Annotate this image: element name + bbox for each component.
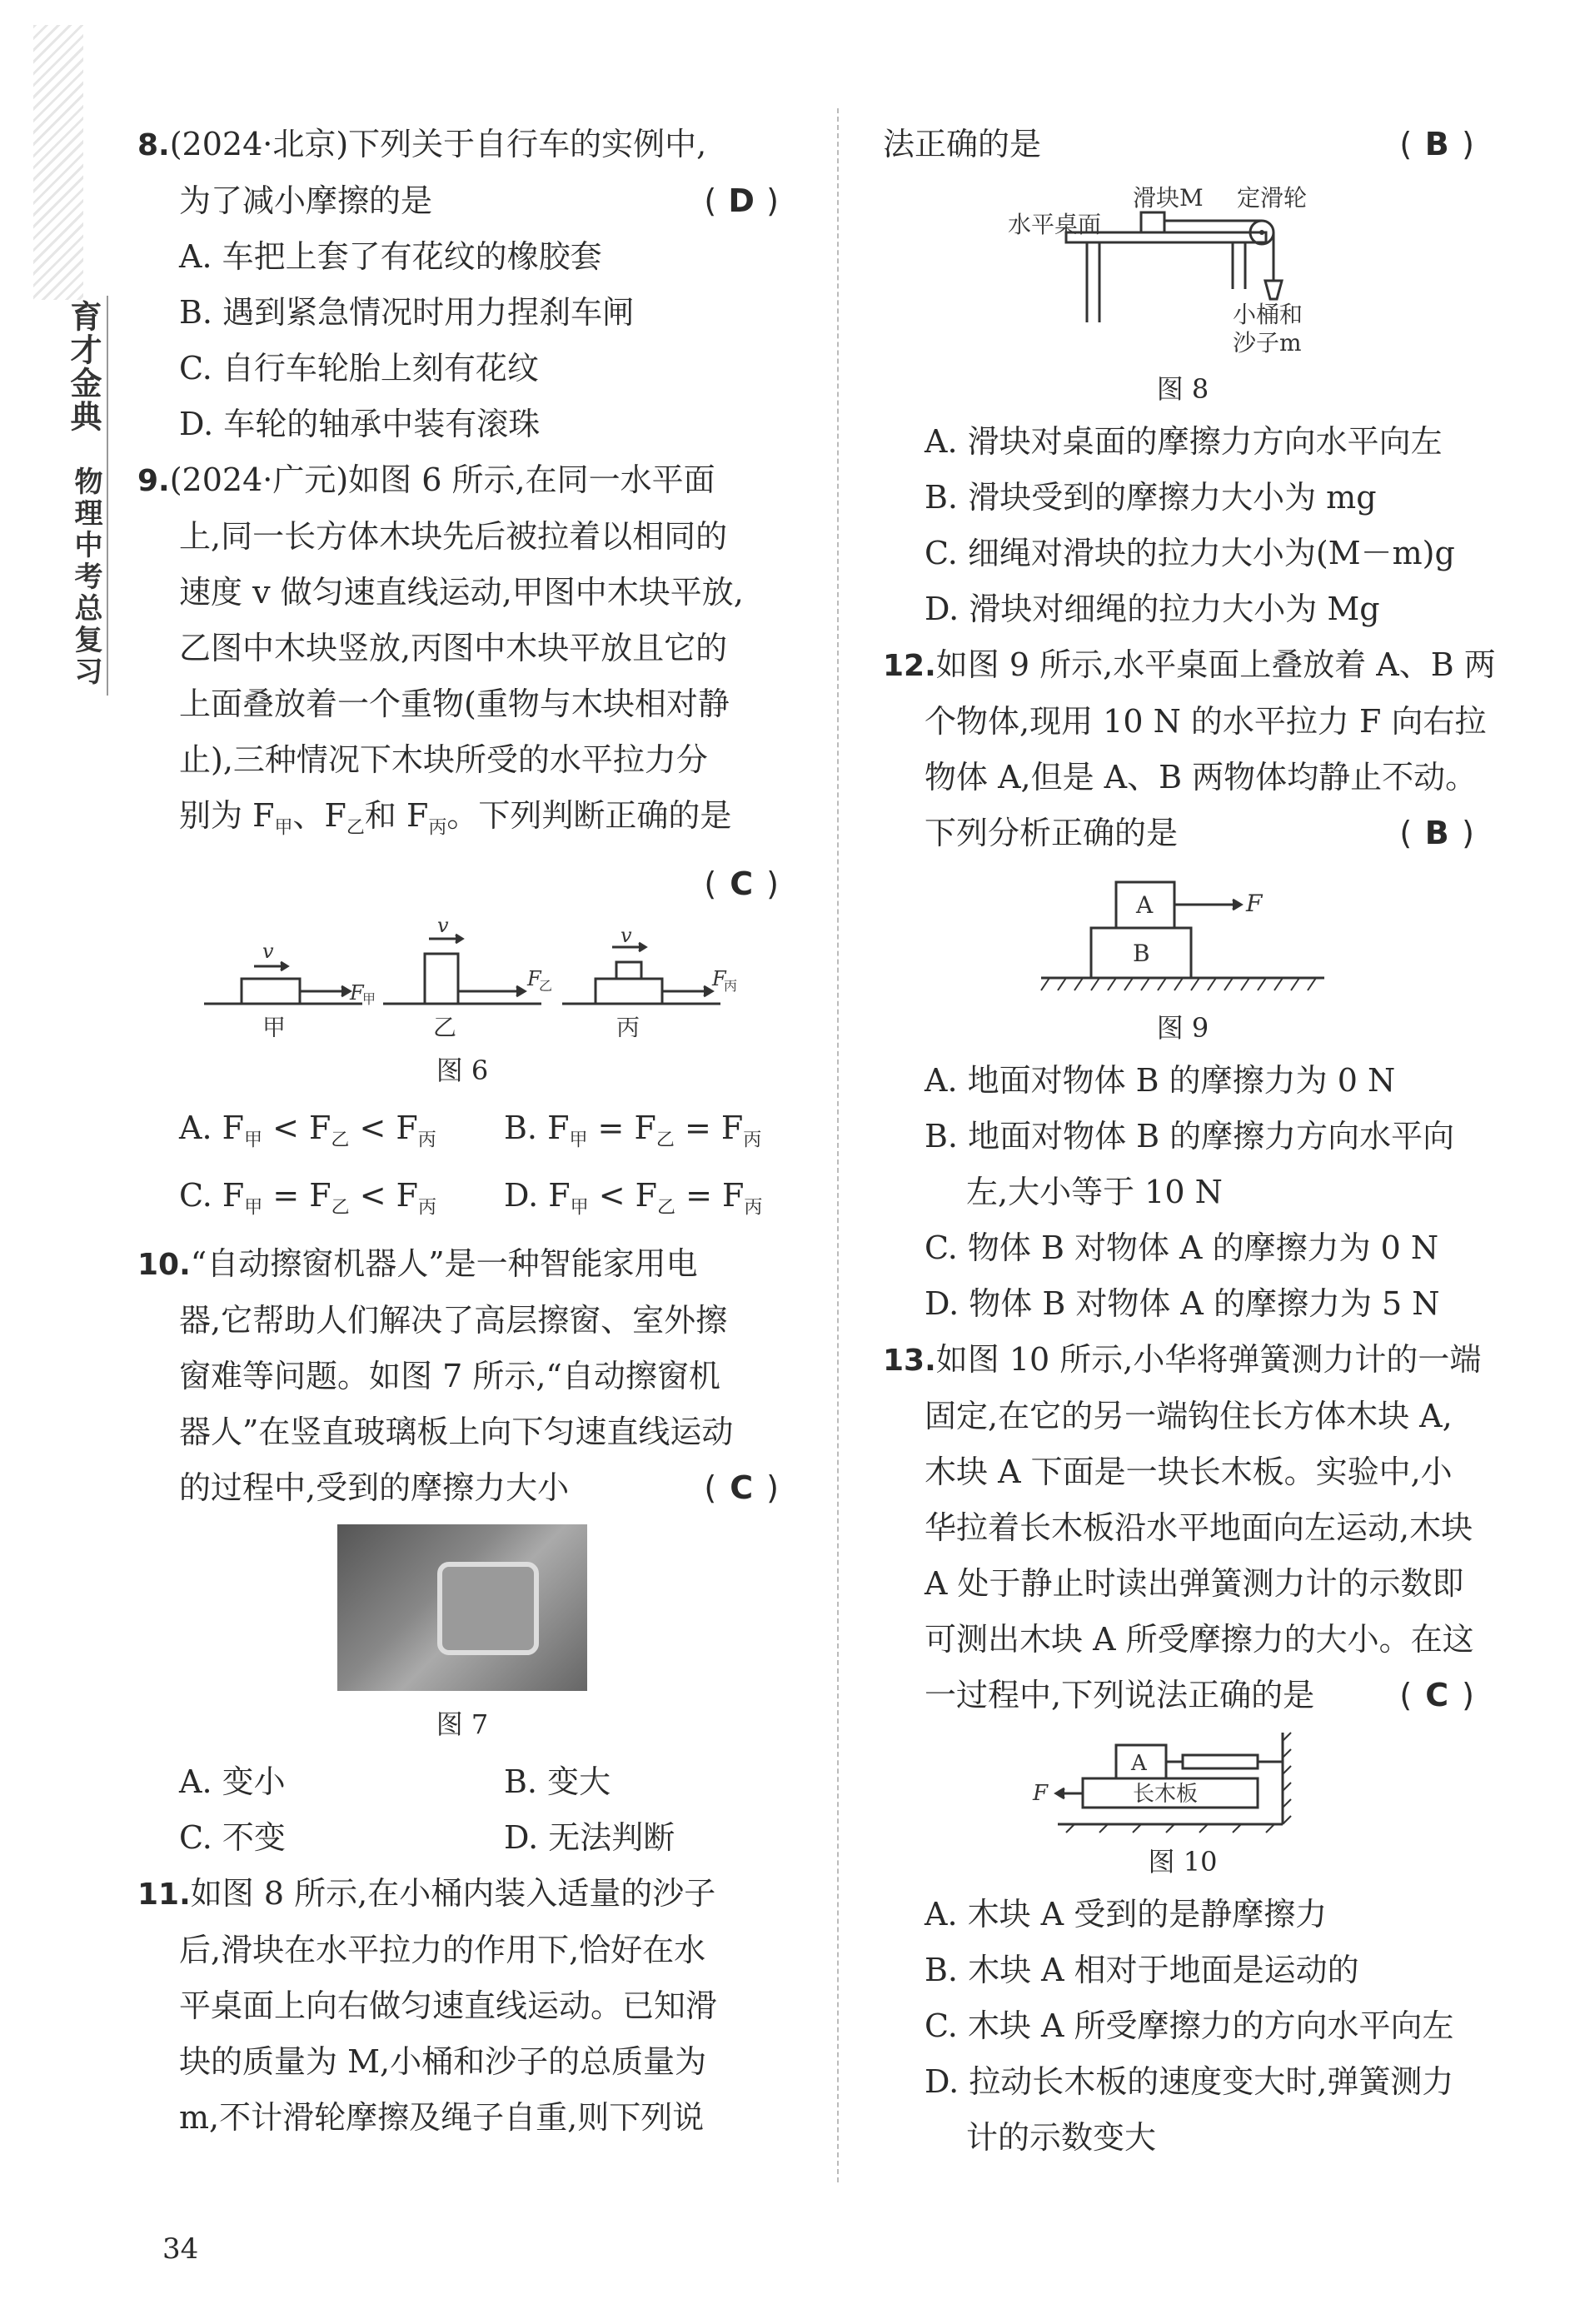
figure-label-yi: 乙 — [433, 1013, 457, 1037]
question-9 — [137, 452, 787, 1236]
answer: ( D ) — [704, 182, 779, 219]
option-d: D. 车轮的轴承中装有滚珠 — [179, 406, 541, 442]
edge-decoration — [33, 25, 83, 300]
question-text: (2024·北京)下列关于自行车的实例中, — [169, 126, 707, 162]
figure-6-diagram — [204, 920, 787, 1037]
option-a: A. 变小 — [179, 1763, 286, 1800]
option-b: B. 变大 — [504, 1763, 611, 1800]
question-text: 器人”在竖直玻璃板上向下匀速直线运动 — [179, 1413, 734, 1450]
question-text: 法正确的是 — [883, 126, 1042, 162]
force-subscript: 甲 — [362, 990, 376, 1007]
option-a: A. $F_甲 < F_乙 < F_丙$ — [179, 1109, 436, 1151]
question-11-continued — [883, 117, 1483, 637]
option-c: C. $F_甲 = F_乙 < F_丙$ — [179, 1177, 437, 1219]
figure-caption: 图 6 — [436, 1054, 489, 1086]
option-a: A. 滑块对桌面的摩擦力方向水平向左 — [925, 423, 1443, 460]
question-text: “自动擦窗机器人”是一种智能家用电 — [190, 1244, 698, 1282]
option-d: D. 拉动长木板的速度变大时,弹簧测力 — [925, 2063, 1454, 2100]
option-c: C. 木块 A 所受摩擦力的方向水平向左 — [925, 2007, 1454, 2044]
question-text: (2024·广元)如图 6 所示,在同一水平面 — [169, 461, 715, 498]
block-a-label: A — [1131, 1751, 1147, 1776]
force-label: F — [527, 966, 541, 990]
option-b: B. $F_甲 = F_乙 = F_丙$ — [504, 1109, 762, 1151]
question-text: A 处于静止时读出弹簧测力计的示数即 — [925, 1565, 1464, 1602]
option-d: D. $F_甲 < F_乙 = F_丙$ — [504, 1177, 763, 1219]
option-b: B. 木块 A 相对于地面是运动的 — [925, 1952, 1359, 1988]
velocity-label: v — [437, 920, 449, 937]
question-text: 后,滑块在水平拉力的作用下,恰好在水 — [179, 1931, 706, 1968]
question-text: 如图 10 所示,小华将弹簧测力计的一端 — [935, 1341, 1482, 1378]
question-10 — [137, 1236, 787, 1866]
question-number: 12. — [883, 649, 936, 683]
window-robot — [437, 1562, 539, 1655]
side-brand: 育才金典 — [65, 300, 102, 433]
force-subscript: 乙 — [539, 977, 553, 994]
right-column — [883, 117, 1496, 2166]
question-text: 如图 9 所示,水平桌面上叠放着 A、B 两 — [935, 646, 1496, 683]
question-text: 下列分析正确的是 — [925, 815, 1179, 851]
option-c: C. 自行车轮胎上刻有花纹 — [179, 350, 539, 387]
answer: ( C ) — [704, 865, 779, 902]
option-b-cont: 左,大小等于 10 N — [966, 1174, 1223, 1210]
question-11 — [137, 1866, 787, 2146]
left-column — [137, 117, 787, 2146]
option-d: D. 无法判断 — [504, 1818, 675, 1856]
side-divider — [107, 296, 108, 696]
question-text: 如图 8 所示,在小桶内装入适量的沙子 — [190, 1874, 716, 1912]
question-text: 固定,在它的另一端钩住长方体木块 A, — [925, 1398, 1453, 1434]
table-label: 水平桌面 — [1008, 211, 1102, 238]
column-divider — [837, 108, 839, 2182]
question-text: 乙图中木块竖放,丙图中木块平放且它的 — [179, 630, 728, 666]
question-text: 一过程中,下列说法正确的是 — [925, 1677, 1315, 1713]
option-d: D. 滑块对细绳的拉力大小为 Mg — [925, 591, 1380, 627]
block-b-label: B — [1133, 940, 1150, 967]
figure-10-diagram — [1024, 1728, 1341, 1837]
question-text: m,不计滑轮摩擦及绳子自重,则下列说 — [179, 2098, 705, 2136]
figure-8-diagram — [1008, 172, 1358, 364]
question-text: 块的质量为 M,小桶和沙子的总质量为 — [179, 2042, 707, 2080]
answer: ( C ) — [1399, 1677, 1474, 1713]
page-number: 34 — [162, 2232, 199, 2266]
figure-caption: 图 9 — [1156, 1012, 1209, 1044]
question-text: 止),三种情况下木块所受的水平拉力分 — [179, 741, 708, 778]
figure-7-photo — [337, 1524, 587, 1691]
question-number: 8. — [137, 128, 170, 162]
question-text: 为了减小摩擦的是 — [179, 182, 433, 219]
figure-label-jia: 甲 — [262, 1013, 287, 1037]
block-a-label: A — [1136, 891, 1154, 919]
figure-caption: 图 7 — [436, 1708, 489, 1740]
question-number: 10. — [137, 1247, 191, 1282]
option-d-cont: 计的示数变大 — [966, 2119, 1157, 2156]
question-text: 平桌面上向右做匀速直线运动。已知滑 — [179, 1987, 718, 2024]
option-a: A. 车把上套了有花纹的橡胶套 — [179, 238, 602, 275]
option-c: C. 物体 B 对物体 A 的摩擦力为 0 N — [925, 1229, 1439, 1266]
force-label: F — [350, 980, 364, 1005]
question-text: 可测出木块 A 所受摩擦力的大小。在这 — [925, 1621, 1474, 1658]
force-label: F — [712, 966, 726, 990]
question-text: 个物体,现用 10 N 的水平拉力 F 向右拉 — [925, 703, 1487, 740]
figure-caption: 图 8 — [1156, 373, 1209, 405]
slider-label: 滑块M — [1133, 184, 1204, 212]
question-8 — [137, 117, 787, 452]
option-d: D. 物体 B 对物体 A 的摩擦力为 5 N — [925, 1285, 1440, 1322]
question-12 — [883, 637, 1496, 1332]
answer: ( B ) — [1399, 126, 1474, 162]
bucket-label: 沙子m — [1233, 329, 1302, 357]
question-text: 别为 $F_甲$、$F_乙$和 $F_丙$。下列判断正确的是 — [179, 797, 732, 839]
question-text: 速度 v 做匀速直线运动,甲图中木块平放, — [179, 574, 744, 611]
option-c: C. 不变 — [179, 1818, 286, 1856]
answer: ( B ) — [1399, 815, 1474, 851]
question-text: 器,它帮助人们解决了高层擦窗、室外擦 — [179, 1301, 728, 1339]
force-label: F — [1033, 1781, 1049, 1806]
question-text: 窗难等问题。如图 7 所示,“自动擦窗机 — [179, 1357, 720, 1394]
question-number: 9. — [137, 464, 170, 498]
option-a: A. 木块 A 受到的是静摩擦力 — [925, 1896, 1328, 1933]
question-number: 11. — [137, 1877, 191, 1912]
pulley-label: 定滑轮 — [1237, 184, 1308, 212]
board-label: 长木板 — [1133, 1782, 1199, 1807]
figure-caption: 图 10 — [1148, 1846, 1218, 1878]
question-text: 的过程中,受到的摩擦力大小 — [179, 1469, 570, 1506]
question-text: 华拉着长木板沿水平地面向左运动,木块 — [925, 1509, 1473, 1546]
question-13 — [883, 1332, 1483, 2166]
question-text: 物体 A,但是 A、B 两物体均静止不动。 — [925, 759, 1478, 795]
bucket-label: 小桶和 — [1233, 301, 1303, 328]
answer: ( C ) — [704, 1469, 779, 1506]
option-a: A. 地面对物体 B 的摩擦力为 0 N — [925, 1062, 1396, 1099]
figure-9-diagram — [1033, 870, 1333, 1003]
question-text: 木块 A 下面是一块长木板。实验中,小 — [925, 1454, 1453, 1490]
option-b: B. 遇到紧急情况时用力捏刹车闸 — [179, 294, 635, 331]
velocity-label: v — [621, 923, 632, 947]
figure-label-bing: 丙 — [616, 1013, 640, 1037]
question-text: 上,同一长方体木块先后被拉着以相同的 — [179, 518, 728, 555]
question-number: 13. — [883, 1344, 936, 1378]
force-subscript: 丙 — [724, 977, 738, 994]
question-text: 上面叠放着一个重物(重物与木块相对静 — [179, 686, 730, 722]
velocity-label: v — [262, 939, 274, 963]
force-label: F — [1246, 890, 1263, 917]
option-b: B. 地面对物体 B 的摩擦力方向水平向 — [925, 1118, 1455, 1155]
option-b: B. 滑块受到的摩擦力大小为 mg — [925, 479, 1377, 516]
option-c: C. 细绳对滑块的拉力大小为(M－m)g — [925, 535, 1455, 571]
side-subject: 物理中考总复习 — [69, 466, 102, 688]
